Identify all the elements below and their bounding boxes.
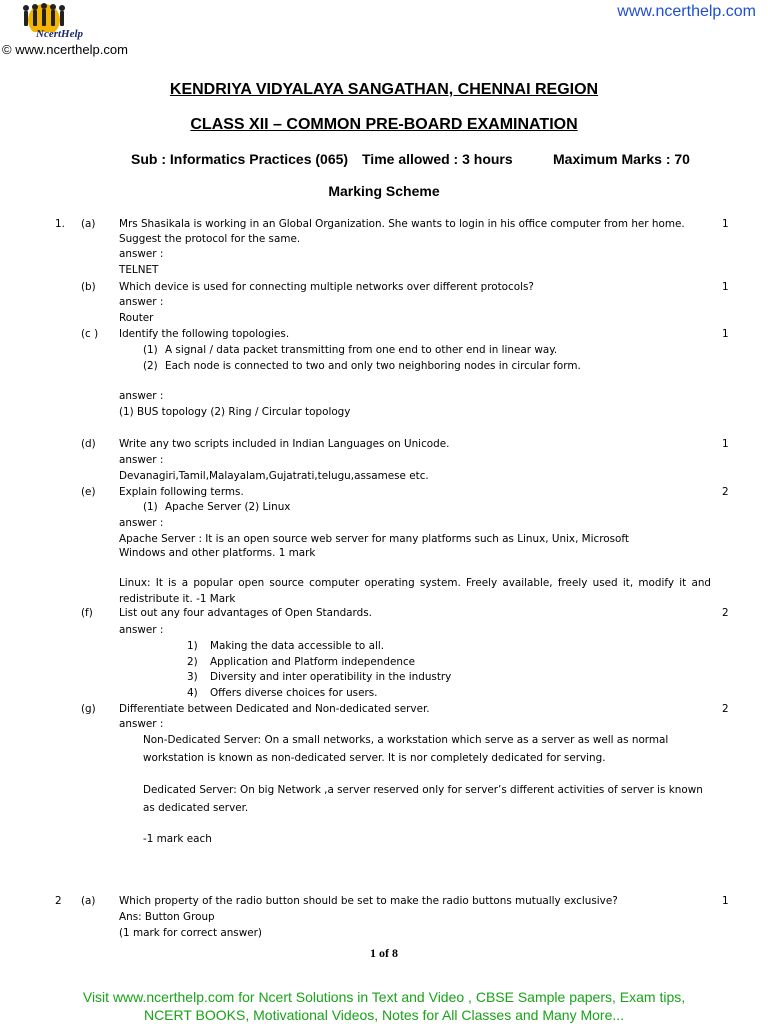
item-text: Each node is connected to two and only two neighboring nodes in circular form. [165, 360, 581, 372]
answer-label: answer : [119, 718, 164, 730]
footer-promo[interactable] [0, 988, 768, 1024]
sub-label: (g) [81, 703, 96, 715]
marks: 1 [722, 281, 729, 293]
ncerthelp-logo [14, 0, 100, 42]
list-item: Application and Platform independence [210, 656, 416, 668]
answer-label: answer : [119, 390, 164, 402]
item-number: (2) [143, 360, 158, 372]
sub-label: (d) [81, 438, 96, 450]
sub-label: (f) [81, 607, 93, 619]
marks: 1 [722, 218, 729, 230]
time-allowed: Time allowed : 3 hours [362, 151, 513, 167]
logo-text: NcertHelp [36, 28, 84, 40]
marks: 2 [722, 607, 729, 619]
page-number: 1 of 8 [370, 946, 398, 960]
answer-note: (1 mark for correct answer) [119, 927, 262, 939]
footer-line: Visit www.ncerthelp.com for Ncert Solutions in Text and Video , CBSE Sample papers, Exam tips, [82, 989, 686, 1005]
question-number: 2 [55, 895, 62, 907]
sub-label: (a) [81, 895, 96, 907]
sub-label: (e) [81, 486, 96, 498]
max-marks: Maximum Marks : 70 [553, 151, 690, 167]
answer-text: Devanagiri,Tamil,Malayalam,Gujatrati,telugu,assamese etc. [119, 470, 429, 482]
list-item: Making the data accessible to all. [210, 640, 385, 652]
question-number: 1. [55, 218, 65, 230]
copyright-text: © www.ncerthelp.com [2, 42, 128, 57]
item-text: Apache Server (2) Linux [165, 501, 291, 513]
list-item: Offers diverse choices for users. [210, 687, 378, 699]
answer-text: Router [119, 312, 154, 324]
list-number: 3) [187, 671, 198, 683]
question-text: List out any four advantages of Open Standards. [119, 607, 372, 619]
marks: 2 [722, 703, 729, 715]
answer-text: Apache Server : It is an open source web server for many platforms such as Linux, Unix, Microsoft [119, 533, 629, 545]
question-text: Identify the following topologies. [119, 328, 290, 340]
list-number: 2) [187, 656, 198, 668]
marks: 1 [722, 328, 729, 340]
question-text: Write any two scripts included in Indian Languages on Unicode. [119, 438, 450, 450]
marks: 1 [722, 895, 729, 907]
subject-line: Sub : Informatics Practices (065) [131, 151, 349, 167]
item-number: (1) [143, 501, 158, 513]
answer-text: TELNET [119, 264, 159, 276]
footer-line: NCERT BOOKS, Motivational Videos, Notes for All Classes and Many More... [143, 1007, 625, 1023]
exam-title: CLASS XII – COMMON PRE-BOARD EXAMINATION [190, 116, 578, 133]
question-text: Suggest the protocol for the same. [119, 233, 301, 245]
answer-text: Dedicated Server: On big Network ,a server reserved only for server’s different activities of server is known [143, 784, 703, 796]
question-text: Differentiate between Dedicated and Non-dedicated server. [119, 703, 430, 715]
answer-text: as dedicated server. [143, 802, 249, 814]
list-number: 4) [187, 687, 198, 699]
question-text: Mrs Shasikala is working in an Global Organization. She wants to login in his office computer from her home. [119, 218, 685, 230]
marks: 1 [722, 438, 729, 450]
answer-label: answer : [119, 454, 164, 466]
answer-text: Linux: It is a popular open source computer operating system. Freely available, freely used it, modify it and redistribute it. -1 Mark [119, 577, 711, 605]
answer-text: Ans: Button Group [119, 911, 215, 923]
marks: 2 [722, 486, 729, 498]
sub-label: (c ) [81, 328, 99, 340]
item-number: (1) [143, 344, 158, 356]
item-text: A signal / data packet transmitting from one end to other end in linear way. [165, 344, 558, 356]
answer-label: answer : [119, 624, 164, 636]
question-text: Which device is used for connecting multiple networks over different protocols? [119, 281, 534, 293]
answer-text: workstation is known as non-dedicated server. It is nor completely dedicated for serving. [143, 752, 606, 764]
answer-text: Non-Dedicated Server: On a small networks, a workstation which serve as a server as well as normal [143, 734, 669, 746]
answer-label: answer : [119, 517, 164, 529]
site-link[interactable]: www.ncerthelp.com [617, 3, 756, 20]
answer-label: answer : [119, 248, 164, 260]
marking-scheme-heading: Marking Scheme [328, 183, 440, 199]
sub-label: (b) [81, 281, 96, 293]
sub-label: (a) [81, 218, 96, 230]
answer-label: answer : [119, 296, 164, 308]
question-text: Explain following terms. [119, 486, 244, 498]
school-title: KENDRIYA VIDYALAYA SANGATHAN, CHENNAI REGION [169, 81, 599, 98]
answer-text: -1 mark each [143, 833, 212, 845]
answer-text: Windows and other platforms. 1 mark [119, 547, 316, 559]
list-item: Diversity and inter operatibility in the industry [210, 671, 452, 683]
question-text: Which property of the radio button should be set to make the radio buttons mutually exclusive? [119, 895, 618, 907]
answer-text: (1) BUS topology (2) Ring / Circular topology [119, 406, 351, 418]
list-number: 1) [187, 640, 198, 652]
